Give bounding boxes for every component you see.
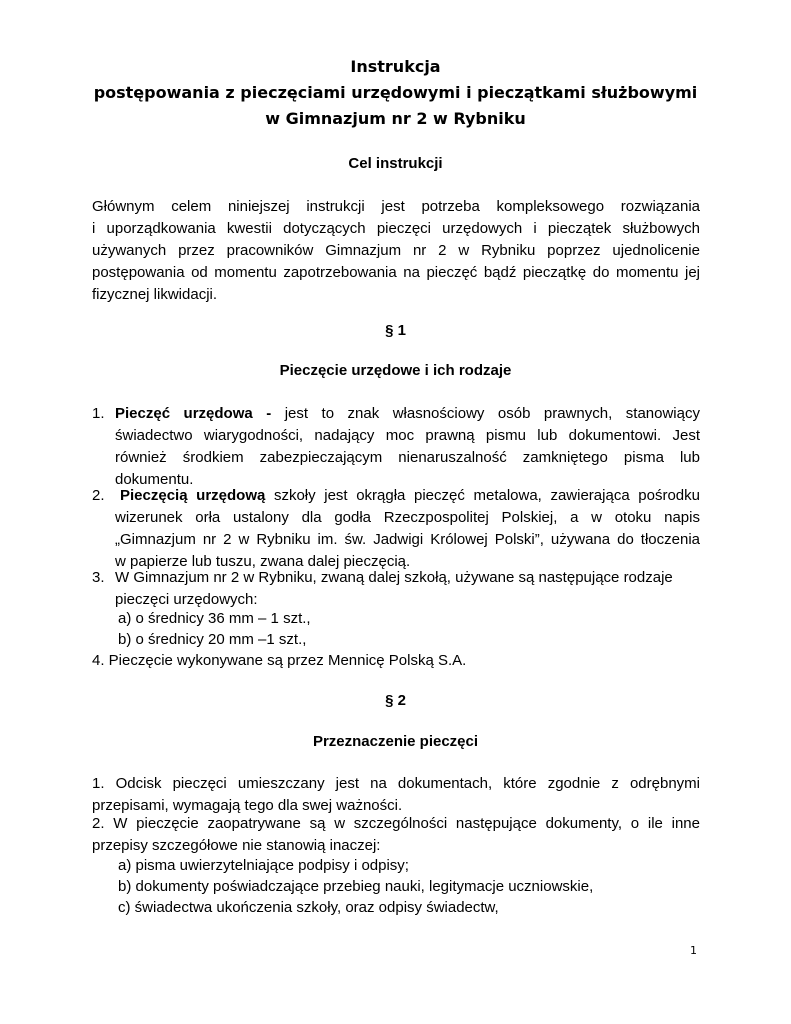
section-1-number: § 1	[385, 322, 406, 339]
item-text: szkoły jest okrągła pieczęć metalowa, zawierająca pośrodku	[265, 487, 700, 504]
sub-item: a) pisma uwierzytelniające podpisy i odpisy;	[118, 857, 409, 874]
goal-line: używanych przez pracowników Gimnazjum nr 2 w Rybniku poprzez ujednolicenie	[92, 242, 700, 259]
goal-heading: Cel instrukcji	[348, 155, 443, 172]
title-line-1: Instrukcja	[350, 57, 441, 76]
goal-line: i uporządkowania kwestii dotyczących pieczęci urzędowych i pieczątek służbowych	[92, 220, 700, 237]
item-text: również środkiem zabezpieczającym nienaruszalność zamkniętego pisma lub	[115, 449, 700, 466]
list-item-4: 4. Pieczęcie wykonywane są przez Mennicę Polską S.A.	[92, 652, 467, 669]
list-item	[115, 403, 700, 491]
item-text: w papierze lub tuszu, zwana dalej pieczęcią.	[115, 553, 411, 570]
sub-item: b) dokumenty poświadczające przebieg nauki, legitymacje uczniowskie,	[118, 878, 594, 895]
goal-line: Głównym celem niniejszej instrukcji jest potrzeba kompleksowego rozwiązania	[92, 198, 700, 215]
page-number: 1	[690, 944, 697, 957]
section-1-heading: Pieczęcie urzędowe i ich rodzaje	[279, 362, 512, 379]
item-text: wizerunek orła ustalony dla godła Rzeczpospolitej Polskiej, a w otoku napis	[115, 509, 700, 526]
bold-term: Pieczęcią urzędową	[120, 487, 266, 504]
item-text: świadectwo wiarygodności, nadający moc prawną pismu lub dokumentowi. Jest	[115, 427, 700, 444]
list-number: 2.	[92, 487, 105, 504]
document-title	[0, 54, 791, 132]
title-line-2: postępowania z pieczęciami urzędowymi i pieczątkami służbowymi	[93, 83, 698, 102]
item-text: „Gimnazjum nr 2 w Rybniku im. św. Jadwigi Królowej Polski”, używana do tłoczenia	[115, 531, 700, 548]
paragraph-line: przepisy szczegółowe nie stanowią inaczej:	[92, 837, 381, 854]
list-item	[115, 485, 700, 573]
section-2-paragraph-1	[92, 773, 700, 817]
list-item	[115, 567, 700, 611]
paragraph-line: 1. Odcisk pieczęci umieszczany jest na dokumentach, które zgodnie z odrębnymi	[92, 775, 700, 792]
goal-line: postępowania od momentu zapotrzebowania na pieczęć bądź pieczątkę do momentu jej	[92, 264, 700, 281]
sub-item: b) o średnicy 20 mm –1 szt.,	[118, 631, 307, 648]
sub-item: a) o średnicy 36 mm – 1 szt.,	[118, 610, 311, 627]
sub-item: c) świadectwa ukończenia szkoły, oraz odpisy świadectw,	[118, 899, 499, 916]
section-2-heading: Przeznaczenie pieczęci	[312, 733, 479, 750]
list-number: 3.	[92, 569, 105, 586]
title-line-3: w Gimnazjum nr 2 w Rybniku	[265, 109, 526, 128]
bold-term: Pieczęć urzędowa -	[115, 405, 272, 422]
section-2-paragraph-2	[92, 813, 700, 857]
goal-paragraph	[92, 196, 700, 306]
paragraph-line: przepisami, wymagają tego dla swej ważności.	[92, 797, 403, 814]
list-number: 1.	[92, 405, 105, 422]
section-2-number: § 2	[385, 692, 406, 709]
paragraph-line: 2. W pieczęcie zaopatrywane są w szczególności następujące dokumenty, o ile inne	[92, 815, 700, 832]
item-text: W Gimnazjum nr 2 w Rybniku, zwaną dalej szkołą, używane są następujące rodzaje	[115, 569, 673, 586]
item-text: dokumentu.	[115, 471, 194, 488]
goal-line: fizycznej likwidacji.	[92, 286, 218, 303]
item-text: pieczęci urzędowych:	[115, 591, 258, 608]
item-text: jest to znak własnościowy osób prawnych, stanowiący	[271, 405, 700, 422]
